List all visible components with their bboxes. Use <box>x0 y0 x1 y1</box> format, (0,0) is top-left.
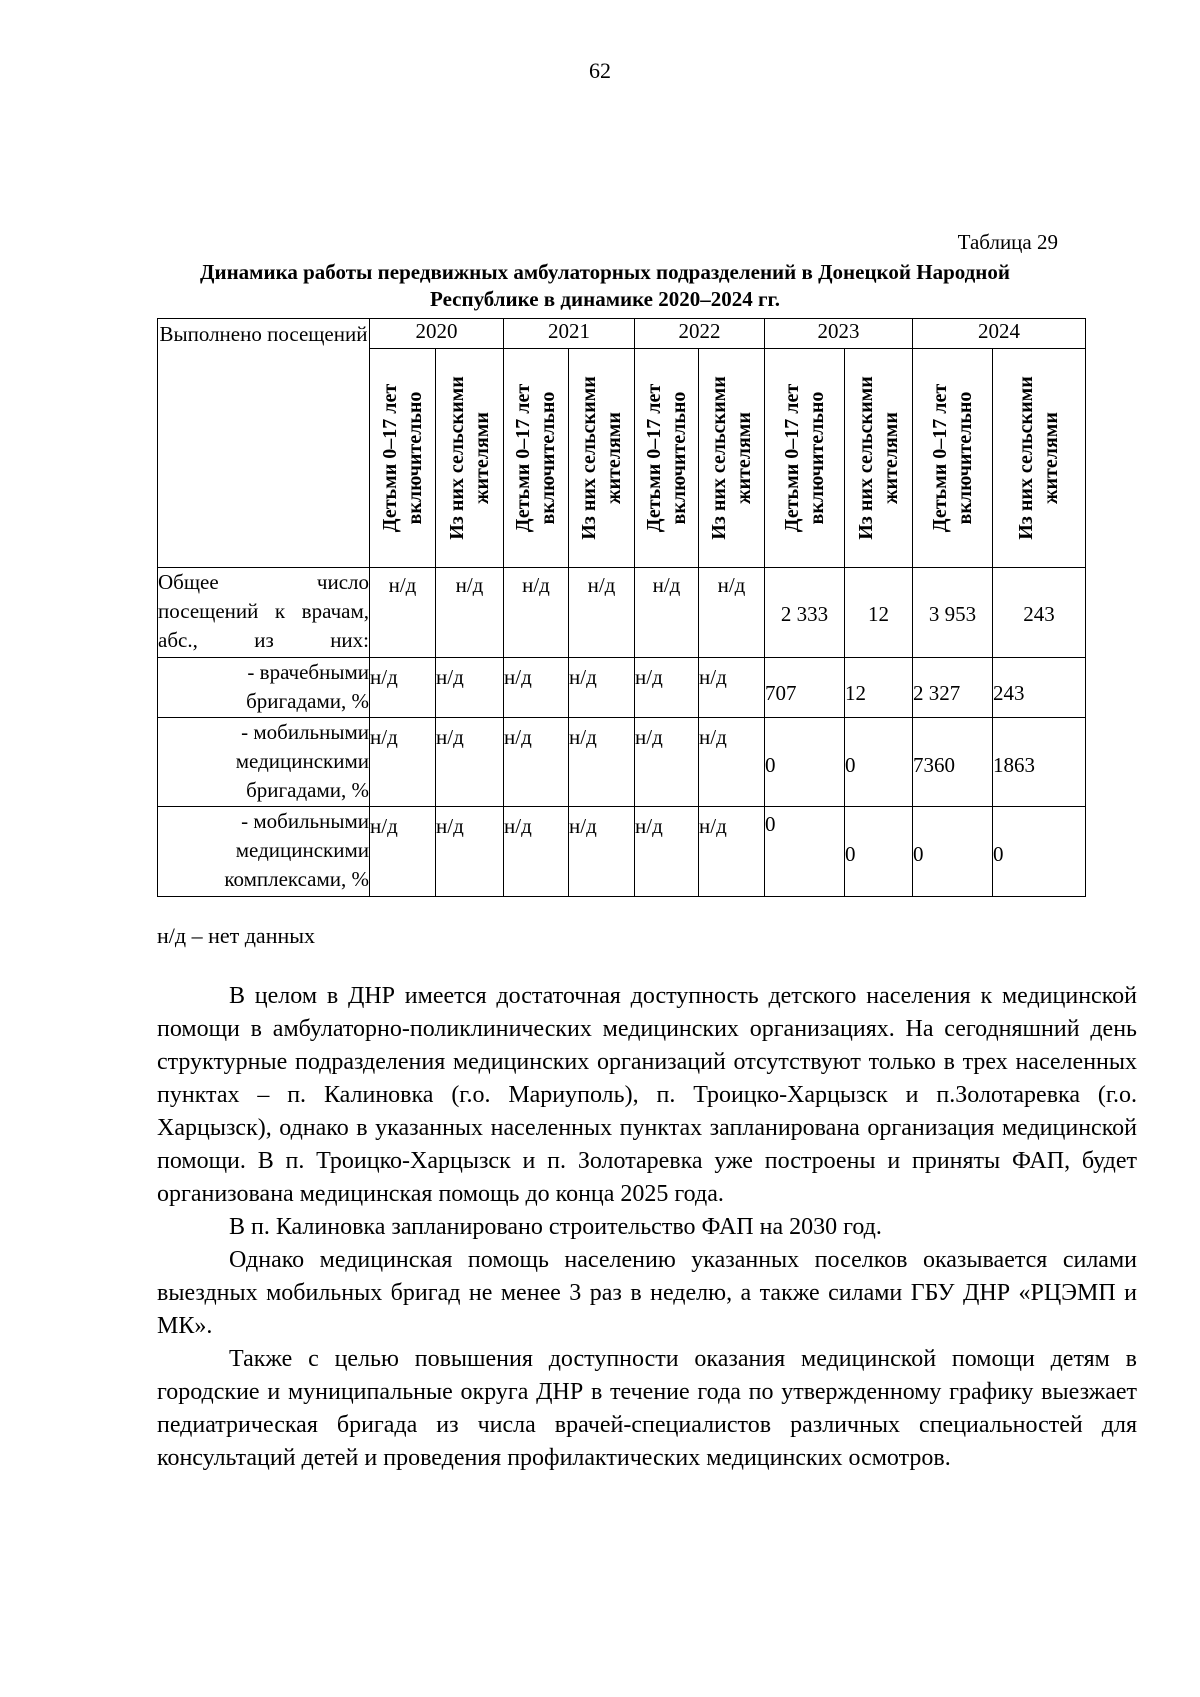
paragraph: В целом в ДНР имеется достаточная доступность детского населения к медицинской помощи в амбулаторно-поликлинических медицинских организациях. На сегодняшний день структурные подразделения медицинских организаций отсутствуют только в трех населенных пунктах – п. Калиновка (г.о. Мариуполь), п. Троицко-Харцызск и п.Золотаревка (г.о. Харцызск), однако в указанных населенных пунктах запланирована организация медицинской помощи. В п. Троицко-Харцызск и п. Золотаревка уже построены и приняты ФАП, будет организована медицинская помощь до конца 2025 года. <box>157 983 1137 1207</box>
table-cell: 0 <box>765 807 845 897</box>
table-cell: 707 <box>765 658 845 718</box>
paragraph: Также с целью повышения доступности оказания медицинской помощи детям в городские и муниципальные округа ДНР в течение года по утвержденному графику выезжает педиатрическая бригада из числа врачей-специалистов различных специальностей для консультаций детей и проведения профилактических медицинских осмотров. <box>157 1346 1137 1471</box>
paragraph: Однако медицинская помощь населению указанных поселков оказывается силами выездных мобильных бригад не менее 3 раз в неделю, а также силами ГБУ ДНР «РЦЭМП и МК». <box>157 1247 1137 1339</box>
row-label: Общее число посещений к врачам, абс., из них: <box>158 568 370 658</box>
table-cell: н/д <box>504 658 569 718</box>
sub-header-rural: Из них сельскими жителями <box>699 349 765 568</box>
table-row <box>158 807 1086 897</box>
table-cell: н/д <box>635 568 699 658</box>
sub-header-rural: Из них сельскими жителями <box>569 349 635 568</box>
sub-header-rural: Из них сельскими жителями <box>845 349 913 568</box>
table-cell: 0 <box>765 718 845 807</box>
table-cell: н/д <box>436 658 504 718</box>
table-cell: н/д <box>436 568 504 658</box>
table-row <box>158 658 1086 718</box>
table-cell: 1863 <box>993 718 1086 807</box>
sub-header-children: Детьми 0–17 лет включительно <box>370 349 436 568</box>
table-cell: н/д <box>504 718 569 807</box>
row-label: - мобильными медицинскими комплексами, % <box>158 807 370 897</box>
table-cell: н/д <box>370 807 436 897</box>
table-footnote: н/д – нет данных <box>157 923 316 948</box>
table-cell: н/д <box>635 718 699 807</box>
table-cell: н/д <box>504 568 569 658</box>
sub-header-children: Детьми 0–17 лет включительно <box>765 349 845 568</box>
table-cell: 0 <box>845 718 913 807</box>
table-cell: н/д <box>436 807 504 897</box>
table-cell: 3 953 <box>913 568 993 658</box>
table-title: Динамика работы передвижных амбулаторных подразделений в Донецкой Народной Республике в динамике 2020–2024 гг. <box>200 260 1010 311</box>
corner-header: Выполнено посещений <box>158 319 370 568</box>
table-cell: н/д <box>699 568 765 658</box>
table-cell: н/д <box>569 718 635 807</box>
sub-header-children: Детьми 0–17 лет включительно <box>504 349 569 568</box>
table-cell: 0 <box>845 807 913 897</box>
table-cell: н/д <box>436 718 504 807</box>
table-cell: 12 <box>845 568 913 658</box>
year-header: 2020 <box>370 319 504 349</box>
year-header: 2024 <box>913 319 1086 349</box>
table-cell: 0 <box>913 807 993 897</box>
table-row <box>158 568 1086 658</box>
table-cell: н/д <box>569 807 635 897</box>
table-cell: 12 <box>845 658 913 718</box>
row-label: - врачебными бригадами, % <box>158 658 370 718</box>
year-header-row <box>158 319 1086 349</box>
table-cell: н/д <box>504 807 569 897</box>
sub-header-children: Детьми 0–17 лет включительно <box>913 349 993 568</box>
row-label: - мобильными медицинскими бригадами, % <box>158 718 370 807</box>
table-cell: 243 <box>993 658 1086 718</box>
year-header: 2023 <box>765 319 913 349</box>
table-cell: н/д <box>370 568 436 658</box>
table-cell: н/д <box>569 568 635 658</box>
sub-header-rural: Из них сельскими жителями <box>436 349 504 568</box>
table-cell: 2 333 <box>765 568 845 658</box>
table-cell: н/д <box>699 718 765 807</box>
table-cell: н/д <box>370 658 436 718</box>
table-cell: н/д <box>569 658 635 718</box>
paragraph: В п. Калиновка запланировано строительство ФАП на 2030 год. <box>229 1214 882 1240</box>
table-cell: 7360 <box>913 718 993 807</box>
table-cell: н/д <box>635 807 699 897</box>
table-row <box>158 718 1086 807</box>
year-header: 2022 <box>635 319 765 349</box>
table-cell: н/д <box>635 658 699 718</box>
page-number: 62 <box>589 58 611 83</box>
year-header: 2021 <box>504 319 635 349</box>
sub-header-rural: Из них сельскими жителями <box>993 349 1086 568</box>
sub-header-children: Детьми 0–17 лет включительно <box>635 349 699 568</box>
table-cell: 243 <box>993 568 1086 658</box>
table-cell: 0 <box>993 807 1086 897</box>
table-cell: н/д <box>699 658 765 718</box>
visits-table <box>157 318 1086 897</box>
table-cell: 2 327 <box>913 658 993 718</box>
table-label: Таблица 29 <box>957 230 1058 254</box>
table-cell: н/д <box>699 807 765 897</box>
table-cell: н/д <box>370 718 436 807</box>
body-text <box>157 980 1137 1475</box>
